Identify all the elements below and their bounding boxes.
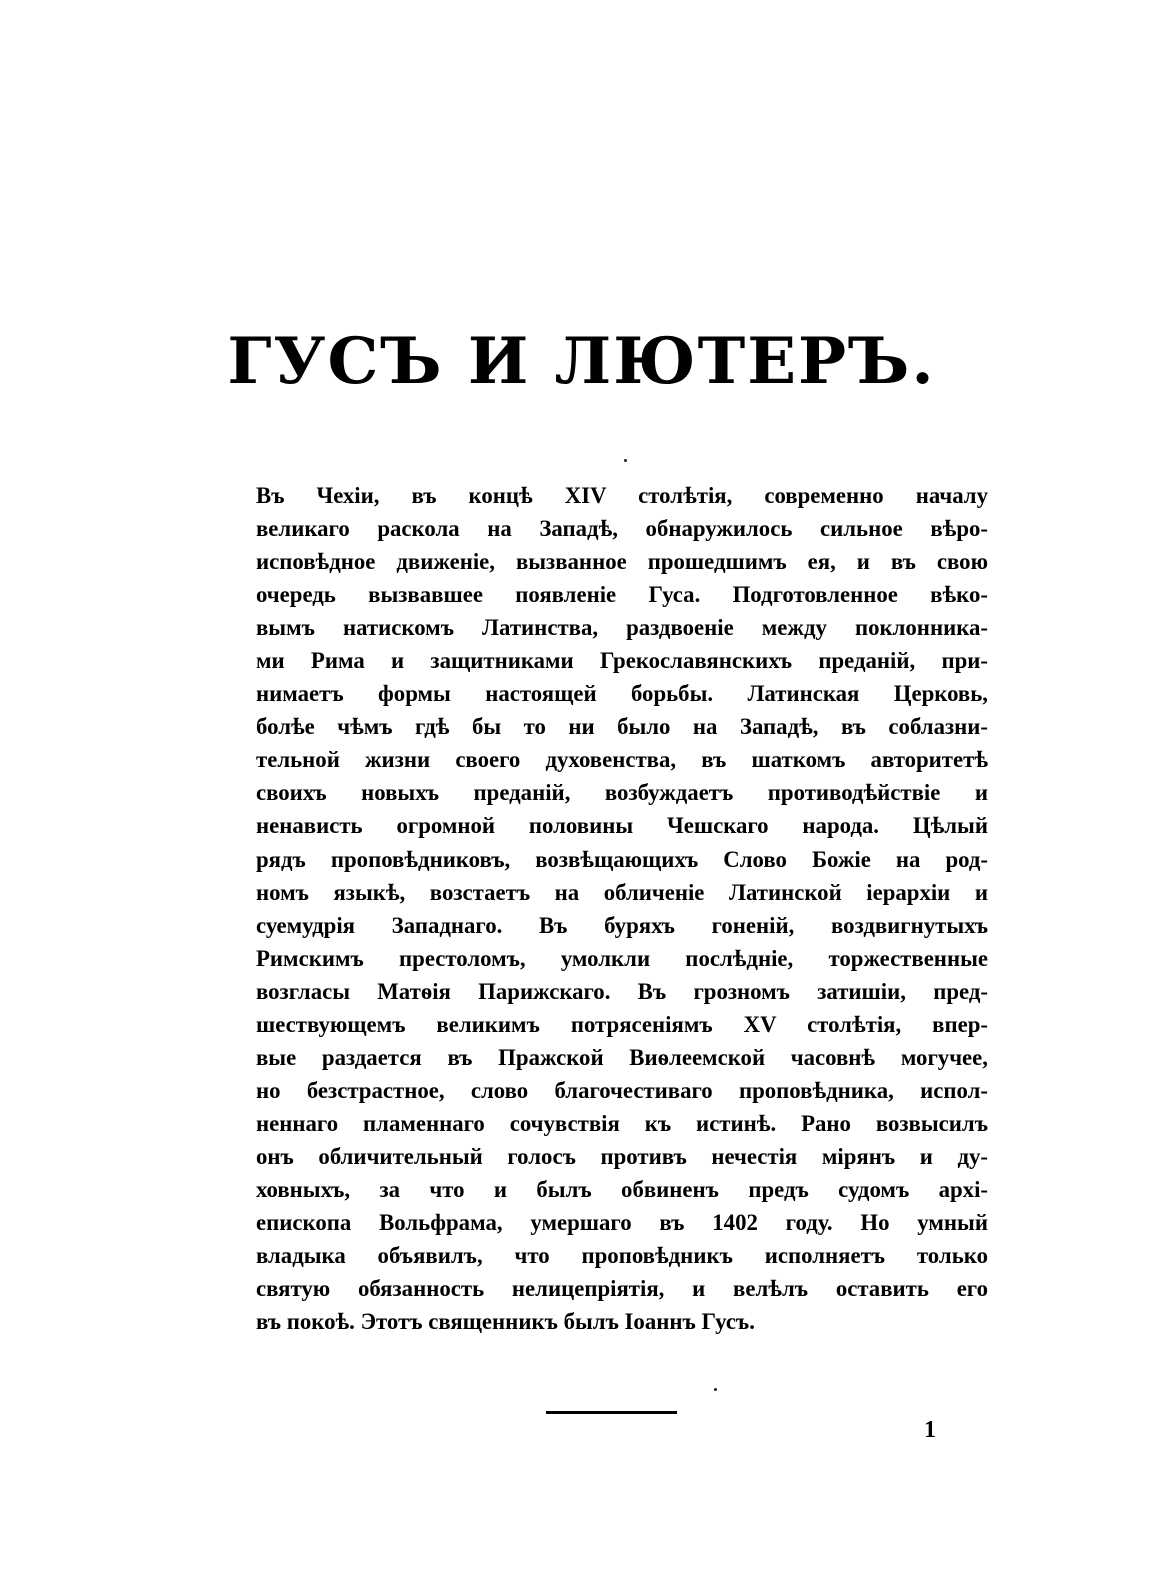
decorative-dot [624, 459, 627, 462]
text-line: ми Рима и защитниками Грекославянскихъ преданій, при- [256, 648, 988, 674]
text-line: вымъ натискомъ Латинства, раздвоеніе между поклонника- [256, 615, 988, 641]
text-line: онъ обличительный голосъ противъ нечестія мірянъ и ду- [256, 1143, 988, 1169]
text-line: болѣе чѣмъ гдѣ бы то ни было на Западѣ, въ соблазни- [256, 714, 988, 740]
text-line: епископа Вольфрама, умершаго въ 1402 году. Но умный [256, 1210, 988, 1236]
text-line: номъ языкѣ, возстаетъ на обличеніе Латинской іерархіи и [256, 879, 988, 905]
text-line: ховныхъ, за что и былъ обвиненъ предъ судомъ архі- [256, 1176, 988, 1202]
text-line: рядъ проповѣдниковъ, возвѣщающихъ Слово Божіе на род- [256, 846, 988, 872]
text-line: своихъ новыхъ преданій, возбуждаетъ противодѣйствіе и [256, 780, 988, 806]
text-line: очередь вызвавшее появленіе Гуса. Подготовленное вѣко- [256, 582, 988, 608]
text-line: великаго раскола на Западѣ, обнаружилось сильное вѣро- [256, 516, 988, 542]
text-line: ненависть огромной половины Чешскаго народа. Цѣлый [256, 813, 988, 839]
section-rule [546, 1411, 677, 1414]
text-line: исповѣдное движеніе, вызванное прошедшимъ ея, и въ свою [256, 549, 988, 575]
text-line: Римскимъ престоломъ, умолкли послѣдніе, торжественные [256, 945, 988, 971]
text-line: тельной жизни своего духовенства, въ шаткомъ авторитетѣ [256, 747, 988, 773]
page-number: 1 [924, 1417, 936, 1443]
text-line: владыка объявилъ, что проповѣдникъ исполняетъ только [256, 1243, 988, 1269]
text-line: святую обязанность нелицепріятія, и велѣлъ оставить его [256, 1276, 988, 1302]
text-line: но безстрастное, слово благочестиваго проповѣдника, испол- [256, 1077, 988, 1103]
decorative-dot [714, 1388, 717, 1391]
text-line: въ покоѣ. Этотъ священникъ былъ Іоаннъ Гусъ. [256, 1309, 755, 1335]
chapter-title: ГУСЪ И ЛЮТЕРЪ. [227, 324, 936, 399]
body-paragraph [256, 479, 988, 1338]
text-line: возгласы Матѳія Парижскаго. Въ грозномъ затишіи, пред- [256, 978, 988, 1004]
text-line: суемудрія Западнаго. Въ буряхъ гоненій, воздвигнутыхъ [256, 912, 988, 938]
text-line: нимаетъ формы настоящей борьбы. Латинская Церковь, [256, 681, 988, 707]
text-line: шествующемъ великимъ потрясеніямъ XV столѣтія, впер- [256, 1011, 988, 1037]
text-line: неннаго пламеннаго сочувствія къ истинѣ. Рано возвысилъ [256, 1110, 988, 1136]
text-line: вые раздается въ Пражской Виѳлеемской часовнѣ могучее, [256, 1044, 988, 1070]
text-line: Въ Чехіи, въ концѣ XIV столѣтія, современно началу [256, 483, 988, 508]
